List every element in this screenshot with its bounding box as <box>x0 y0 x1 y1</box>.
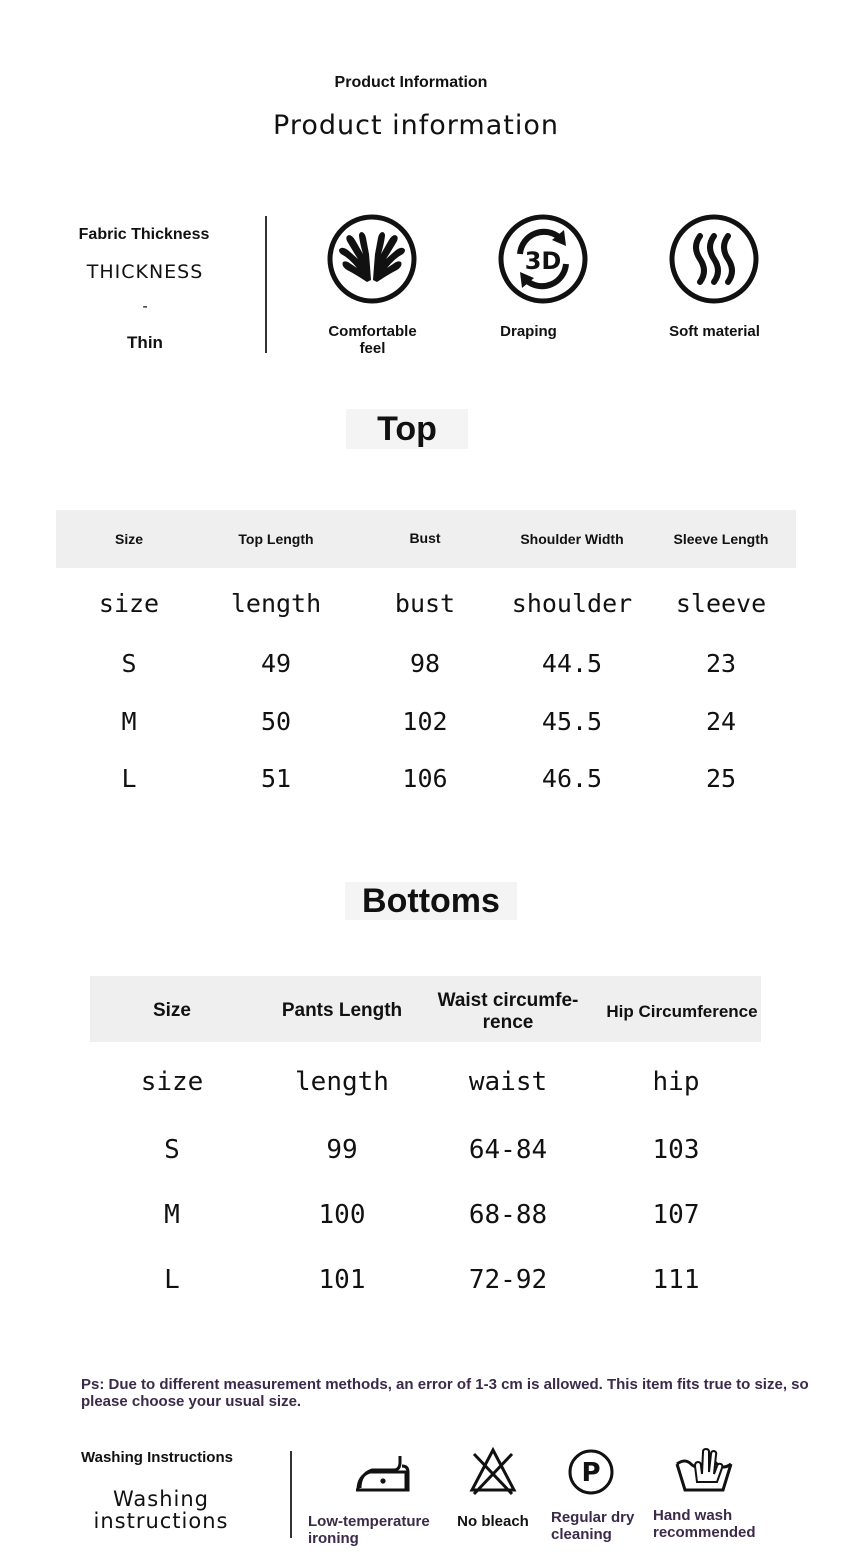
care-label-iron-line2: ironing <box>308 1530 359 1547</box>
bottoms-cell: 107 <box>652 1200 700 1230</box>
feature-label-soft: Soft material <box>669 323 760 340</box>
bottoms-cell: L <box>164 1265 180 1295</box>
bottoms-cell: 100 <box>318 1200 366 1230</box>
svg-text:3D: 3D <box>524 247 562 275</box>
top-section-title: Top <box>346 409 468 449</box>
bottoms-cell: 99 <box>326 1135 358 1165</box>
no-bleach-icon <box>468 1446 518 1496</box>
bottoms-col-length: Pants Length <box>281 1000 403 1021</box>
care-iron <box>308 1452 448 1547</box>
bottoms-cell: 103 <box>652 1135 700 1165</box>
hands-icon <box>327 214 417 304</box>
care-label-no-bleach <box>450 1513 536 1530</box>
top-cell: 106 <box>402 764 448 793</box>
waves-icon <box>669 214 759 304</box>
hand-wash-icon <box>673 1444 735 1496</box>
bottoms-cell: M <box>164 1200 180 1230</box>
bottoms-col-size: Size <box>152 1000 192 1021</box>
care-label-dry-clean-line1: Regular dry <box>551 1509 635 1526</box>
washing-value-line2: instructions <box>93 1509 229 1533</box>
bottoms-cell: 72-92 <box>468 1265 548 1295</box>
top-cell: 44.5 <box>541 649 603 678</box>
page-subtitle: Product Information <box>334 74 488 91</box>
top-cell: length <box>230 589 322 618</box>
care-dry-clean <box>551 1447 651 1543</box>
bottoms-cell: S <box>164 1135 180 1165</box>
feature-comfortable <box>315 214 430 357</box>
care-no-bleach <box>456 1446 536 1530</box>
care-label-dry-clean-line2: cleaning <box>551 1526 612 1543</box>
top-cell: sleeve <box>675 589 767 618</box>
top-cell: 46.5 <box>541 764 603 793</box>
care-label-iron-line1: Low-temperature <box>308 1513 430 1530</box>
top-cell: 23 <box>705 649 737 678</box>
fabric-thickness-thin: Thin <box>127 333 163 352</box>
top-cell: 45.5 <box>541 707 603 736</box>
bottoms-col-waist <box>428 990 588 1034</box>
feature-draping <box>486 214 601 340</box>
svg-text:P: P <box>581 1458 601 1488</box>
top-cell: 49 <box>260 649 292 678</box>
fabric-thickness-value: THICKNESS <box>86 261 204 283</box>
care-label-dry-clean <box>551 1509 651 1543</box>
top-cell: L <box>121 764 137 793</box>
top-col-size: Size <box>114 531 143 547</box>
top-cell: 98 <box>409 649 441 678</box>
top-cell: 102 <box>402 707 448 736</box>
fabric-thickness-dash: - <box>142 298 148 315</box>
bottoms-cell: hip <box>652 1067 700 1097</box>
top-cell: bust <box>394 589 456 618</box>
bottoms-cell: length <box>295 1067 389 1097</box>
3d-rotation-icon <box>498 214 588 304</box>
feature-soft <box>657 214 772 340</box>
care-label-hand-wash <box>653 1507 773 1541</box>
bottoms-cell: 111 <box>652 1265 700 1295</box>
fabric-thickness-label: Fabric Thickness <box>78 226 210 243</box>
top-col-shoulder: Shoulder Width <box>520 531 624 547</box>
bottoms-cell: size <box>140 1067 204 1097</box>
top-cell: 25 <box>705 764 737 793</box>
care-label-iron <box>308 1513 448 1547</box>
bottoms-cell: 68-88 <box>468 1200 548 1230</box>
top-cell: 51 <box>260 764 292 793</box>
top-cell: shoulder <box>511 589 633 618</box>
bottoms-cell: 101 <box>318 1265 366 1295</box>
top-col-length: Top Length <box>238 531 314 547</box>
care-hand-wash <box>653 1444 773 1541</box>
bottoms-col-waist-line: Waist circumfe- <box>437 990 579 1011</box>
washing-value <box>72 1488 250 1532</box>
bottoms-col-waist-line: rence <box>482 1012 534 1033</box>
washing-divider <box>290 1451 292 1538</box>
washing-label: Washing Instructions <box>81 1449 233 1466</box>
top-cell: 50 <box>260 707 292 736</box>
feature-label-comfortable: Comfortable feel <box>328 323 417 357</box>
bottoms-col-hip: Hip Circumference <box>606 1002 758 1021</box>
care-label-hand-wash-line1: Hand wash <box>653 1507 733 1524</box>
bottoms-cell: 64-84 <box>468 1135 548 1165</box>
washing-value-line1: Washing <box>112 1487 209 1511</box>
iron-icon <box>352 1452 412 1496</box>
top-col-bust: Bust <box>409 530 441 546</box>
bottoms-cell: waist <box>468 1067 548 1097</box>
top-cell: S <box>121 649 137 678</box>
top-col-sleeve: Sleeve Length <box>673 531 769 547</box>
size-note: Ps: Due to different measurement methods, an error of 1-3 cm is allowed. This item fits true to size, so please choose your usual size. <box>81 1376 809 1410</box>
top-cell: 24 <box>705 707 737 736</box>
fabric-divider <box>265 216 267 353</box>
care-label-no-bleach-line1: No bleach <box>457 1513 529 1530</box>
feature-label-draping: Draping <box>500 323 557 340</box>
top-cell: M <box>121 707 137 736</box>
care-label-hand-wash-line2: recommended <box>653 1524 756 1541</box>
top-cell: size <box>98 589 160 618</box>
dry-clean-icon <box>566 1447 616 1497</box>
bottoms-col-waist-text <box>438 990 579 1033</box>
page-title: Product information <box>273 110 559 141</box>
bottoms-section-title: Bottoms <box>345 882 517 920</box>
